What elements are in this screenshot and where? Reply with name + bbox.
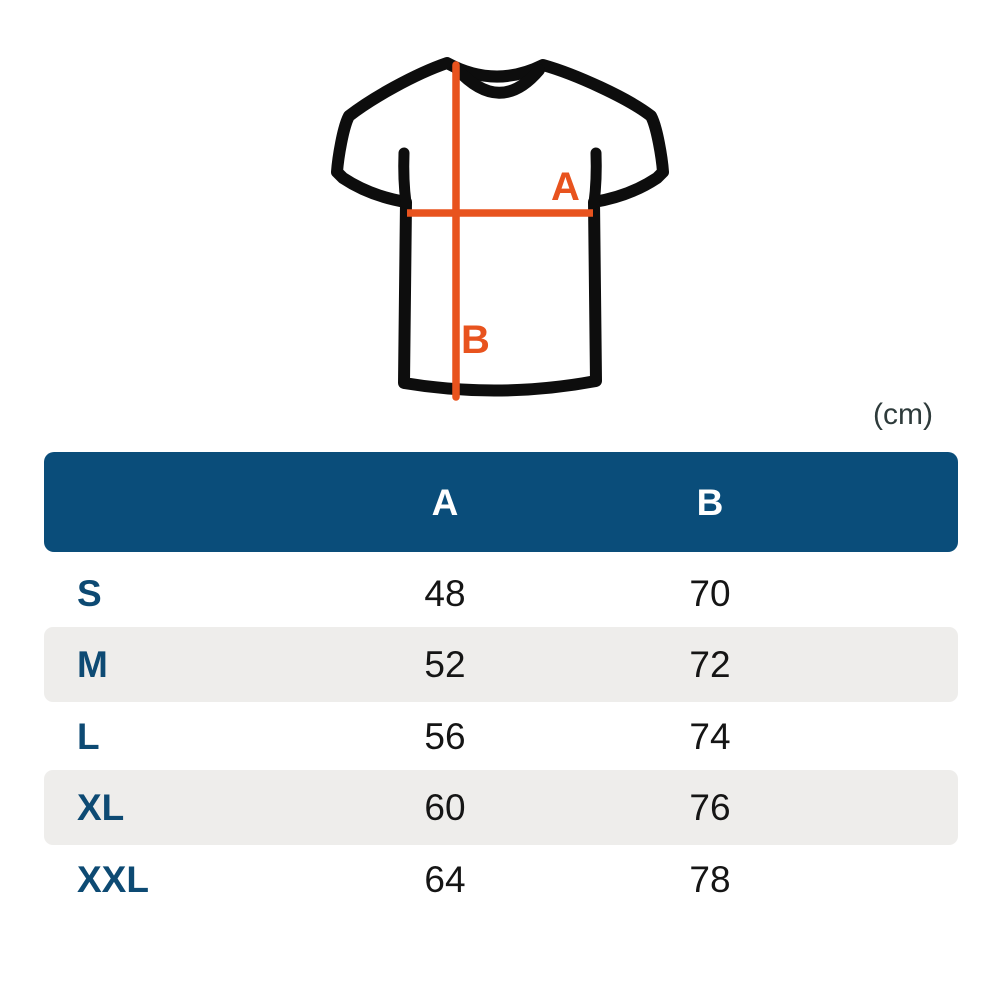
value-a: 56 <box>424 715 466 757</box>
header-col-a: A <box>431 481 459 523</box>
tshirt-diagram-icon <box>0 0 1000 430</box>
size-label: XXL <box>77 858 149 900</box>
size-table <box>44 452 958 913</box>
table-row <box>44 702 958 770</box>
size-label: XL <box>77 786 125 828</box>
table-row <box>44 559 958 627</box>
tshirt-seam-left <box>404 153 406 203</box>
value-b: 70 <box>689 572 731 614</box>
size-label: S <box>77 572 102 614</box>
measure-label-a: A <box>551 165 580 209</box>
tshirt-seam-right <box>594 153 596 203</box>
value-b: 76 <box>689 786 731 828</box>
size-label: M <box>77 643 108 685</box>
value-b: 74 <box>689 715 731 757</box>
table-row <box>44 627 958 702</box>
units-label: (cm) <box>873 398 933 431</box>
value-b: 72 <box>689 643 731 685</box>
header-col-b: B <box>696 481 724 523</box>
value-b: 78 <box>689 858 731 900</box>
measure-label-b: B <box>461 318 490 362</box>
value-a: 60 <box>424 786 466 828</box>
value-a: 52 <box>424 643 466 685</box>
table-header <box>44 452 958 552</box>
tshirt-outline <box>337 63 663 391</box>
value-a: 48 <box>424 572 466 614</box>
table-row <box>44 845 958 913</box>
table-row <box>44 770 958 845</box>
size-label: L <box>77 715 100 757</box>
value-a: 64 <box>424 858 466 900</box>
